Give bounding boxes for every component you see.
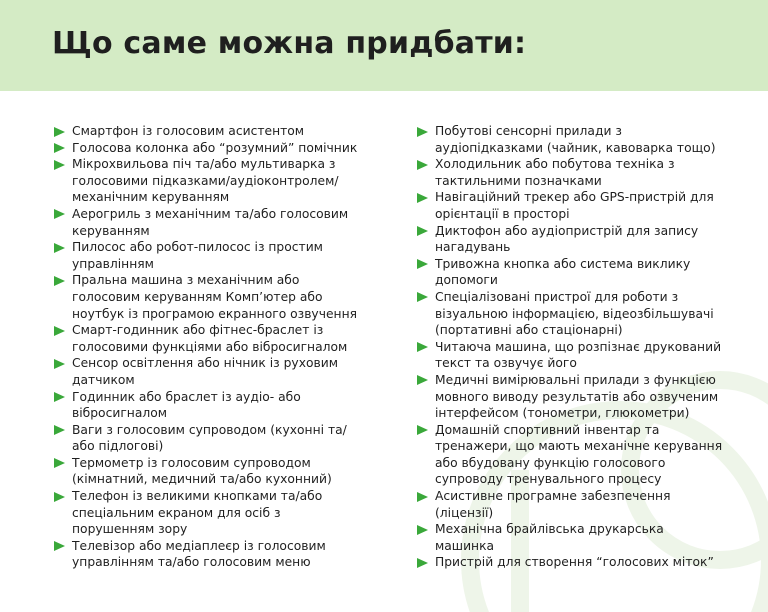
list-item-text: мовного виводу результатів або озвученим <box>435 389 719 404</box>
list-item-text: нагадувань <box>435 240 511 255</box>
list-item <box>417 521 737 554</box>
list-item <box>417 123 737 156</box>
triangle-bullet-icon <box>417 127 428 137</box>
list-item-text: Побутові сенсорні прилади з <box>435 124 622 138</box>
page-title: Що саме можна придбати: <box>52 26 527 61</box>
triangle-bullet-icon <box>54 392 65 402</box>
triangle-bullet-icon <box>54 492 65 502</box>
list-item-text: або підлогові) <box>72 439 164 454</box>
list-item-text: візуальною інформацією, відеозбільшувачі <box>435 306 714 321</box>
list-item <box>54 272 374 322</box>
list-item-text: управлінням <box>72 256 154 271</box>
list-item-text: (кімнатний, медичний та/або кухонний) <box>72 472 332 487</box>
list-item-text: (ліцензії) <box>435 505 494 520</box>
triangle-bullet-icon <box>54 160 65 170</box>
list-item-text: Аерогриль з механічним та/або голосовим <box>72 206 349 221</box>
list-item-text: Голосова колонка або “розумний” помічник <box>72 140 358 155</box>
list-item <box>54 156 374 206</box>
triangle-bullet-icon <box>54 458 65 468</box>
triangle-bullet-icon <box>417 525 428 535</box>
list-item-text: Спеціалізовані пристрої для роботи з <box>435 289 679 304</box>
list-item <box>417 339 737 372</box>
list-item-text: допомоги <box>435 273 498 288</box>
list-item-text: Пилосос або робот-пилосос із простим <box>72 240 323 255</box>
list-item-text: Тривожна кнопка або система виклику <box>435 256 691 271</box>
triangle-bullet-icon <box>54 541 65 551</box>
list-item-text: або вбудовану функцію голосового <box>435 455 666 470</box>
list-item <box>417 554 737 571</box>
list-item-text: машинка <box>435 538 495 553</box>
list-item-text: Навігаційний трекер або GPS-пристрій для <box>435 190 714 205</box>
triangle-bullet-icon <box>54 326 65 336</box>
triangle-bullet-icon <box>54 359 65 369</box>
items-list-right <box>417 123 737 571</box>
list-item <box>54 422 374 455</box>
list-item <box>54 488 374 538</box>
list-item <box>417 488 737 521</box>
list-item-text: порушенням зору <box>72 522 188 537</box>
list-item-text: Холодильник або побутова техніка з <box>435 157 675 172</box>
triangle-bullet-icon <box>54 127 65 137</box>
list-item-text: Домашній спортивний інвентар та <box>435 422 660 437</box>
list-item-text: Медичні вимірювальні прилади з функцією <box>435 372 716 387</box>
list-item-text: механічним керуванням <box>72 190 230 205</box>
items-list-left <box>54 123 374 571</box>
triangle-bullet-icon <box>417 259 428 269</box>
list-item-text: Асистивне програмне забезпечення <box>435 489 671 504</box>
triangle-bullet-icon <box>54 209 65 219</box>
list-item <box>417 289 737 339</box>
list-item <box>417 256 737 289</box>
list-item-text: Телефон із великими кнопками та/або <box>72 489 323 504</box>
triangle-bullet-icon <box>54 425 65 435</box>
triangle-bullet-icon <box>417 558 428 568</box>
list-item-text: (портативні або стаціонарні) <box>435 323 623 338</box>
triangle-bullet-icon <box>417 342 428 352</box>
list-item-text: Термометр із голосовим супроводом <box>72 455 311 470</box>
list-item-text: датчиком <box>72 372 135 387</box>
list-item <box>417 156 737 189</box>
list-item-text: супроводу тренувального процесу <box>435 472 662 487</box>
list-item <box>54 123 374 140</box>
list-item <box>54 389 374 422</box>
triangle-bullet-icon <box>417 193 428 203</box>
list-item-text: Пристрій для створення “голосових міток” <box>435 555 714 570</box>
triangle-bullet-icon <box>417 226 428 236</box>
list-item-text: голосовими підказками/аудіоконтролем/ <box>72 173 339 188</box>
list-item-text: Телевізор або медіаплеєр із голосовим <box>72 538 326 553</box>
list-item-text: аудіопідказками (чайник, кавоварка тощо) <box>435 140 716 155</box>
list-item-text: тактильними позначками <box>435 173 602 188</box>
list-item-text: текст та озвучує його <box>435 356 577 371</box>
list-item-text: ноутбук із програмою екранного озвучення <box>72 306 358 321</box>
list-item-text: Смарт-годинник або фітнес-браслет із <box>72 323 324 338</box>
triangle-bullet-icon <box>417 160 428 170</box>
list-item <box>54 355 374 388</box>
list-item-text: Годинник або браслет із аудіо- або <box>72 389 301 404</box>
list-item-text: керуванням <box>72 223 150 238</box>
list-item-text: Ваги з голосовим супроводом (кухонні та/ <box>72 422 347 437</box>
list-item-text: Смартфон із голосовим асистентом <box>72 124 305 138</box>
triangle-bullet-icon <box>417 425 428 435</box>
triangle-bullet-icon <box>417 375 428 385</box>
triangle-bullet-icon <box>417 492 428 502</box>
list-item-text: Сенсор освітлення або нічник із руховим <box>72 356 339 371</box>
list-item <box>417 189 737 222</box>
list-item <box>54 140 374 157</box>
triangle-bullet-icon <box>54 143 65 153</box>
list-item-text: голосовим керуванням Комп’ютер або <box>72 289 323 304</box>
triangle-bullet-icon <box>54 243 65 253</box>
list-item-text: Мікрохвильова піч та/або мультиварка з <box>72 157 336 172</box>
list-item <box>417 422 737 488</box>
list-item-text: орієнтації в просторі <box>435 206 570 221</box>
triangle-bullet-icon <box>417 292 428 302</box>
list-item <box>417 223 737 256</box>
list-item-text: спеціальним екраном для осіб з <box>72 505 281 520</box>
list-item <box>54 538 374 571</box>
list-item-text: управлінням та/або голосовим меню <box>72 555 311 570</box>
list-item-text: Механічна брайлівська друкарська <box>435 522 664 537</box>
triangle-bullet-icon <box>54 276 65 286</box>
list-item <box>54 239 374 272</box>
list-item-text: інтерфейсом (тонометри, глюкометри) <box>435 406 690 421</box>
list-item <box>54 455 374 488</box>
list-item-text: вібросигналом <box>72 406 168 421</box>
list-item-text: Пральна машина з механічним або <box>72 273 300 288</box>
list-item <box>417 372 737 422</box>
list-item-text: Диктофон або аудіопристрій для запису <box>435 223 699 238</box>
list-item-text: Читаюча машина, що розпізнає друкований <box>435 339 722 354</box>
list-item <box>54 206 374 239</box>
list-item-text: голосовими функціями або вібросигналом <box>72 339 348 354</box>
list-item-text: тренажери, що мають механічне керування <box>435 439 723 454</box>
list-item <box>54 322 374 355</box>
